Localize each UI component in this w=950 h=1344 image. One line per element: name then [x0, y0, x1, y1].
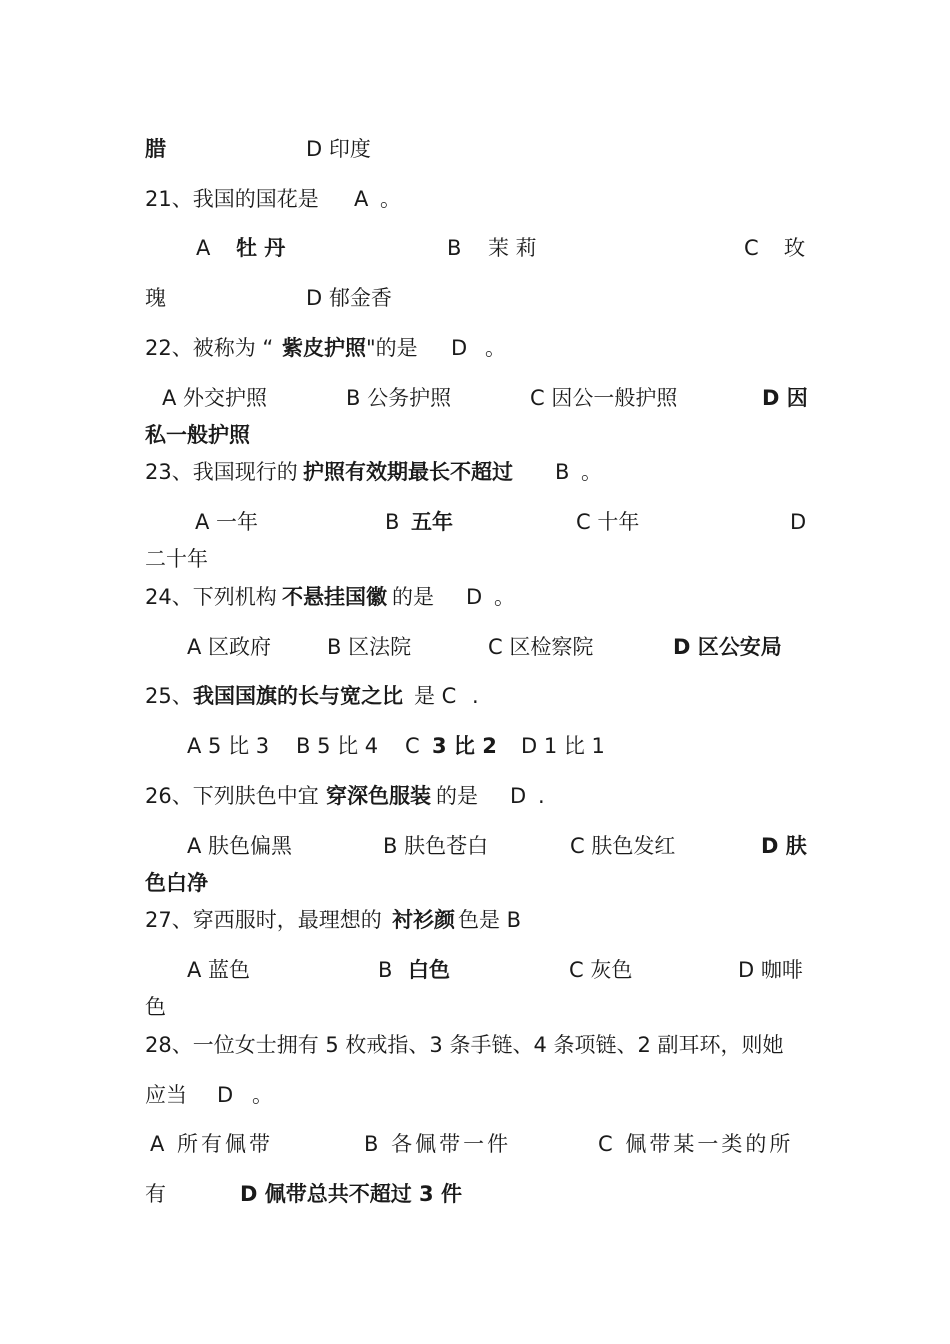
question-bold-text: 衬衫颜 — [392, 908, 455, 932]
option-text: A 所有佩带 — [150, 1132, 274, 1156]
option-text: C 因公一般护照 — [530, 386, 678, 410]
punctuation: . — [472, 684, 479, 708]
options-line — [0, 420, 950, 450]
question-26 — [0, 781, 950, 811]
option-letter: D — [790, 510, 807, 534]
option-letter: A — [196, 236, 211, 260]
question-text: 25、 — [145, 684, 193, 708]
question-text: 应当 — [145, 1083, 187, 1107]
question-23 — [0, 457, 950, 487]
options-line — [0, 1129, 950, 1159]
option-text: D 区公安局 — [673, 635, 782, 659]
answer-letter: D — [466, 585, 483, 609]
answer-letter: B — [555, 460, 570, 484]
question-text: 的是 — [436, 784, 478, 808]
question-text: 28、一位女士拥有 5 枚戒指、3 条手链、4 条项链、2 副耳环，则她 — [145, 1033, 784, 1057]
punctuation: 。 — [252, 1083, 273, 1107]
answer-letter: D — [217, 1083, 234, 1107]
question-text: 24、下列机构 — [145, 585, 277, 609]
question-text: 21、我国的国花是 — [145, 187, 319, 211]
option-text: B 区法院 — [327, 635, 412, 659]
question-bold-text: 穿深色服装 — [326, 784, 431, 808]
options-line — [0, 233, 950, 263]
options-line — [0, 544, 950, 574]
question-text: 27、穿西服时，最理想的 — [145, 908, 382, 932]
option-text: 3 比 2 — [432, 734, 497, 758]
punctuation: 。 — [494, 585, 515, 609]
punctuation: 。 — [485, 336, 506, 360]
punctuation: . — [538, 784, 545, 808]
question-24 — [0, 582, 950, 612]
text-line — [0, 134, 950, 164]
options-line — [0, 992, 950, 1022]
options-line — [0, 507, 950, 537]
question-27 — [0, 905, 950, 935]
option-text: A 一年 — [195, 510, 259, 534]
option-text: C 十年 — [576, 510, 640, 534]
question-bold-text: 我国国旗的长与宽之比 — [193, 684, 403, 708]
option-text: 有 — [145, 1182, 166, 1206]
option-text: B 各佩带一件 — [364, 1132, 512, 1156]
option-text: C 灰色 — [569, 958, 633, 982]
options-line — [0, 831, 950, 861]
option-text: 私一般护照 — [145, 423, 250, 447]
option-text: 五年 — [411, 510, 453, 534]
option-text: 玫 — [784, 236, 805, 260]
option-text: B 肤色苍白 — [383, 834, 489, 858]
question-text: 23、我国现行的 — [145, 460, 298, 484]
options-line — [0, 868, 950, 898]
option-text: D 咖啡 — [738, 958, 803, 982]
option-letter: B — [385, 510, 400, 534]
option-text: 色白净 — [145, 871, 208, 895]
options-line — [0, 383, 950, 413]
option-text: A 蓝色 — [187, 958, 251, 982]
question-bold-text: 不悬挂国徽 — [282, 585, 387, 609]
option-text: D 郁金香 — [306, 286, 392, 310]
option-text: B 公务护照 — [346, 386, 452, 410]
option-text: D 佩带总共不超过 3 件 — [240, 1182, 462, 1206]
options-line — [0, 1179, 950, 1209]
option-text: 白色 — [408, 958, 450, 982]
option-text: D 因 — [762, 386, 808, 410]
question-text: 是 C — [414, 684, 457, 708]
option-letter: C — [405, 734, 420, 758]
question-text: 色是 B — [458, 908, 522, 932]
question-21 — [0, 184, 950, 214]
text-fragment: 腊 — [145, 137, 166, 161]
options-line — [0, 731, 950, 761]
punctuation: 。 — [380, 187, 401, 211]
options-line — [0, 955, 950, 985]
question-text: 的是 — [392, 585, 434, 609]
options-line — [0, 283, 950, 313]
punctuation: 。 — [581, 460, 602, 484]
options-line — [0, 632, 950, 662]
question-text: "的是 — [366, 336, 418, 360]
option-letter: B — [378, 958, 393, 982]
option-text: 二十年 — [145, 547, 208, 571]
option-text: D 1 比 1 — [521, 734, 605, 758]
question-25 — [0, 681, 950, 711]
option-text: A 区政府 — [187, 635, 272, 659]
question-28 — [0, 1030, 950, 1060]
option-letter: B — [447, 236, 462, 260]
option-text: B 5 比 4 — [296, 734, 379, 758]
answer-letter: D — [451, 336, 468, 360]
question-bold-text: 护照有效期最长不超过 — [303, 460, 513, 484]
option-text: C 佩带某一类的所 — [598, 1132, 794, 1156]
option-text: 瑰 — [145, 286, 166, 310]
option-text: D 肤 — [761, 834, 807, 858]
option-letter: C — [744, 236, 759, 260]
option-text: 色 — [145, 995, 166, 1019]
answer-option: D 印度 — [306, 137, 371, 161]
option-text: 茉 莉 — [488, 236, 537, 260]
option-text: 牡 丹 — [236, 236, 286, 260]
question-22 — [0, 333, 950, 363]
question-text: 26、下列肤色中宜 — [145, 784, 319, 808]
answer-letter: A — [354, 187, 369, 211]
option-text: A 外交护照 — [162, 386, 268, 410]
option-text: C 区检察院 — [488, 635, 594, 659]
question-text: 22、被称为 “ — [145, 336, 274, 360]
option-text: A 5 比 3 — [187, 734, 270, 758]
option-text: A 肤色偏黑 — [187, 834, 293, 858]
question-28-continued — [0, 1080, 950, 1110]
option-text: C 肤色发红 — [570, 834, 676, 858]
question-bold-text: 紫皮护照 — [282, 336, 366, 360]
answer-letter: D — [510, 784, 527, 808]
